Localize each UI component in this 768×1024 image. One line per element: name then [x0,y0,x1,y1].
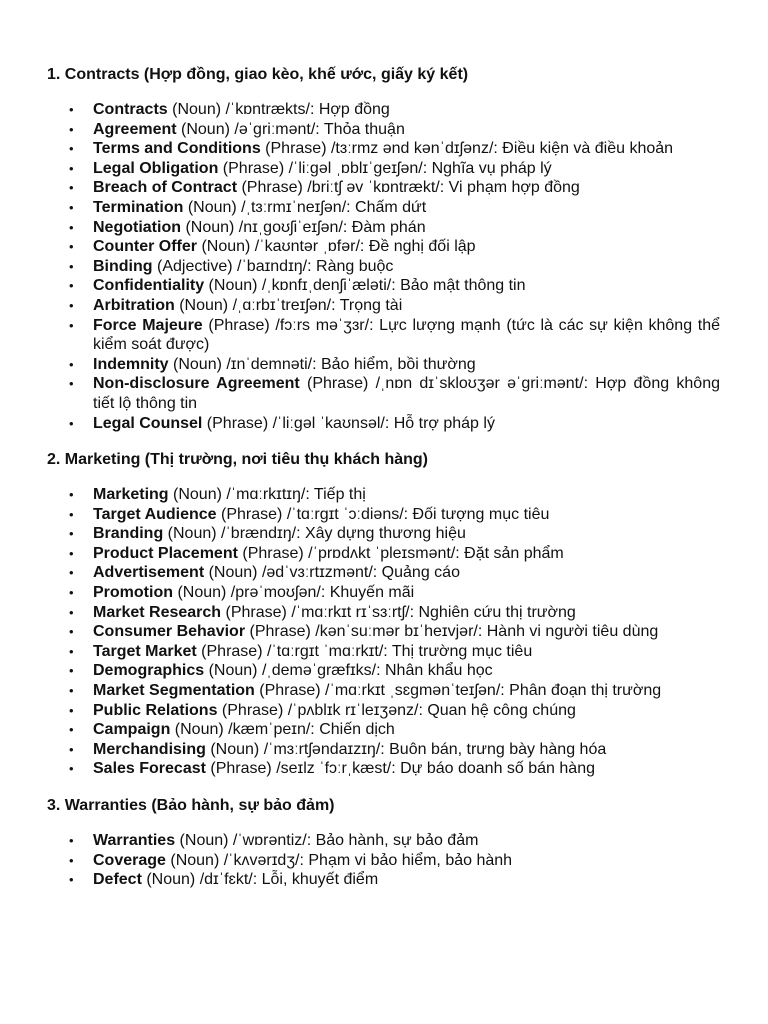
term-word: Breach of Contract [93,179,238,197]
term-word: Sales Forecast [93,760,206,778]
term-list-item [47,178,720,198]
bullet-icon: • [69,741,74,757]
term-list [47,831,720,890]
term-word: Terms and Conditions [93,140,261,158]
term-word: Binding [93,257,153,275]
term-list-item [47,661,720,681]
term-word: Warranties [93,832,176,849]
term-list-item [47,524,720,544]
term-word: Agreement [93,120,177,138]
term-definition: (Noun) /ˌkɒnfɪˌdenʃiˈæləti/: Bảo mật thông tin [204,277,526,295]
bullet-icon: • [69,526,74,542]
term-word: Branding [93,525,164,543]
term-definition: (Noun) /dɪˈfɛkt/: Lỗi, khuyết điểm [141,871,379,889]
term-list-item [47,316,720,355]
term-word: Force Majeure [93,316,203,334]
term-word: Product Placement [93,544,238,562]
term-word: Target Audience [93,505,217,523]
term-definition: (Noun) /ˈmɜːrtʃəndaɪzɪŋ/: Buôn bán, trưng bày hàng hóa [205,740,607,758]
term-word: Consumer Behavior [93,623,246,641]
bullet-icon: • [69,258,74,274]
term-list-item [47,485,720,505]
term-word: Public Relations [93,701,218,719]
term-word: Demographics [93,662,205,680]
term-list-item [47,701,720,721]
term-definition: (Noun) /kæmˈpeɪn/: Chiến dịch [170,721,395,739]
bullet-icon: • [69,297,74,313]
bullet-icon: • [69,722,74,738]
bullet-icon: • [69,643,74,659]
bullet-icon: • [69,356,74,372]
term-definition: (Noun) /prəˈmoʊʃən/: Khuyến mãi [173,584,415,602]
term-definition: (Phrase) /ˈliːɡəl ˈkaʊnsəl/: Hỗ trợ pháp lý [202,414,495,432]
term-word: Promotion [93,584,173,602]
term-list-item [47,414,720,434]
term-definition: (Phrase) /ˈmɑːrkɪt ˌsɛɡmənˈteɪʃən/: Phân đoạn thị trường [254,682,662,700]
term-list-item [47,740,720,760]
term-definition: (Phrase) /ˈtɑːrɡɪt ˈɔːdiəns/: Đối tượng mục tiêu [216,505,550,523]
term-list-item [47,355,720,375]
term-word: Advertisement [93,564,205,582]
term-definition: (Noun) /ˌdeməˈɡræfɪks/: Nhân khẩu học [204,662,493,680]
term-definition: (Noun) /ədˈvɜːrtɪzmənt/: Quảng cáo [204,564,460,582]
bullet-icon: • [69,317,74,333]
term-list-item [47,276,720,296]
term-list [47,485,720,779]
bullet-icon: • [69,683,74,699]
term-definition: (Phrase) /ˈtɑːrɡɪt ˈmɑːrkɪt/: Thị trường mục tiêu [196,642,533,660]
bullet-icon: • [69,219,74,235]
term-list-item [47,642,720,662]
bullet-icon: • [69,199,74,215]
term-list-item [47,603,720,623]
term-word: Contracts [93,101,168,118]
term-list-item [47,120,720,140]
vocabulary-sections [47,64,720,890]
vocabulary-section [47,449,720,779]
term-word: Legal Obligation [93,159,219,177]
term-word: Termination [93,198,184,216]
bullet-icon: • [69,102,74,117]
term-list-item [47,681,720,701]
term-word: Counter Offer [93,238,197,256]
term-definition: (Adjective) /ˈbaɪndɪŋ/: Ràng buộc [152,257,394,275]
term-list-item [47,831,720,851]
term-definition: (Noun) /ˌtɜːrmɪˈneɪʃən/: Chấm dứt [183,198,427,216]
term-word: Market Research [93,603,222,621]
bullet-icon: • [69,160,74,176]
term-list-item [47,257,720,277]
bullet-icon: • [69,872,74,888]
term-word: Merchandising [93,740,206,758]
term-list-item [47,505,720,525]
term-list-item [47,198,720,218]
term-definition: (Phrase) /briːtʃ əv ˈkɒntrækt/: Vi phạm hợp đồng [237,179,580,197]
term-definition: (Noun) /ˈwɒrəntiz/: Bảo hành, sự bảo đảm [175,832,479,849]
term-word: Market Segmentation [93,682,255,700]
bullet-icon: • [69,604,74,620]
term-definition: (Noun) /əˈɡriːmənt/: Thỏa thuận [176,120,405,138]
term-definition: (Phrase) /ˈpʌblɪk rɪˈleɪʒənz/: Quan hệ công chúng [217,701,576,719]
term-list-item [47,218,720,238]
term-definition: (Noun) /ˈkaʊntər ˌɒfər/: Đề nghị đối lập [197,238,476,256]
term-word: Non-disclosure Agreement [93,375,300,393]
section-heading: 1. Contracts (Hợp đồng, giao kèo, khế ước, giấy ký kết) [47,66,469,83]
bullet-icon: • [69,121,74,137]
bullet-icon: • [69,506,74,522]
term-definition: (Phrase) /ˈliːɡəl ˌɒblɪˈɡeɪʃən/: Nghĩa vụ pháp lý [218,159,552,177]
bullet-icon: • [69,487,74,503]
bullet-icon: • [69,415,74,431]
bullet-icon: • [69,141,74,157]
term-definition: (Phrase) /ˈmɑːrkɪt rɪˈsɜːrtʃ/: Nghiên cứu thị trường [221,603,576,621]
term-definition: (Phrase) /ˌnɒn dɪˈskloʊʒər əˈɡriːmənt/: Hợp đồng không tiết lộ thông tin [93,375,720,412]
term-word: Target Market [93,642,197,660]
term-list-item [47,583,720,603]
vocabulary-section [47,795,720,890]
bullet-icon: • [69,624,74,640]
term-definition: (Noun) /ˈkɒntrækts/: Hợp đồng [167,101,390,118]
term-definition: (Phrase) /fɔːrs məˈʒɜr/: Lực lượng mạnh (tức là các sự kiện không thể kiểm soát được) [93,316,720,354]
vocabulary-section [47,64,720,433]
term-word: Legal Counsel [93,414,203,432]
bullet-icon: • [69,239,74,255]
term-list-item [47,870,720,890]
term-list-item [47,374,720,413]
term-list-item [47,159,720,179]
term-definition: (Noun) /ˈbrændɪŋ/: Xây dựng thương hiệu [163,525,466,543]
term-definition: (Noun) /ɪnˈdemnəti/: Bảo hiểm, bồi thường [168,355,476,373]
bullet-icon: • [69,761,74,777]
bullet-icon: • [69,663,74,679]
term-list-item [47,720,720,740]
term-list [47,100,720,433]
term-definition: (Phrase) /tɜːrmz ənd kənˈdɪʃənz/: Điều kiện và điều khoản [260,140,674,158]
bullet-icon: • [69,585,74,601]
term-list-item [47,622,720,642]
term-word: Negotiation [93,218,181,236]
bullet-icon: • [69,376,74,392]
bullet-icon: • [69,833,74,848]
term-list-item [47,759,720,779]
term-definition: (Noun) /ˌɑːrbɪˈtreɪʃən/: Trọng tài [174,296,403,314]
term-list-item [47,100,720,120]
term-list-item [47,296,720,316]
term-word: Indemnity [93,355,169,373]
bullet-icon: • [69,180,74,196]
term-definition: (Phrase) /seɪlz ˈfɔːrˌkæst/: Dự báo doanh số bán hàng [205,760,595,778]
bullet-icon: • [69,852,74,868]
term-word: Marketing [93,486,169,504]
term-definition: (Phrase) /ˈprɒdʌkt ˈpleɪsmənt/: Đặt sản phẩm [237,544,564,562]
section-heading: 3. Warranties (Bảo hành, sự bảo đảm) [47,797,335,814]
bullet-icon: • [69,545,74,561]
term-definition: (Noun) /nɪˌɡoʊʃiˈeɪʃən/: Đàm phán [181,218,426,236]
bullet-icon: • [69,278,74,294]
term-definition: (Noun) /ˈkʌvərɪdʒ/: Phạm vi bảo hiểm, bảo hành [165,851,513,869]
term-list-item [47,851,720,871]
term-word: Defect [93,871,142,889]
term-definition: (Noun) /ˈmɑːrkɪtɪŋ/: Tiếp thị [168,486,366,504]
term-word: Coverage [93,851,166,869]
term-word: Arbitration [93,296,175,314]
bullet-icon: • [69,565,74,581]
term-definition: (Phrase) /kənˈsuːmər bɪˈheɪvjər/: Hành vi người tiêu dùng [245,623,659,641]
term-list-item [47,237,720,257]
term-list-item [47,139,720,159]
term-word: Campaign [93,721,171,739]
document-page [47,64,720,906]
term-list-item [47,544,720,564]
bullet-icon: • [69,702,74,718]
term-list-item [47,563,720,583]
section-heading: 2. Marketing (Thị trường, nơi tiêu thụ khách hàng) [47,451,429,469]
term-word: Confidentiality [93,277,205,295]
